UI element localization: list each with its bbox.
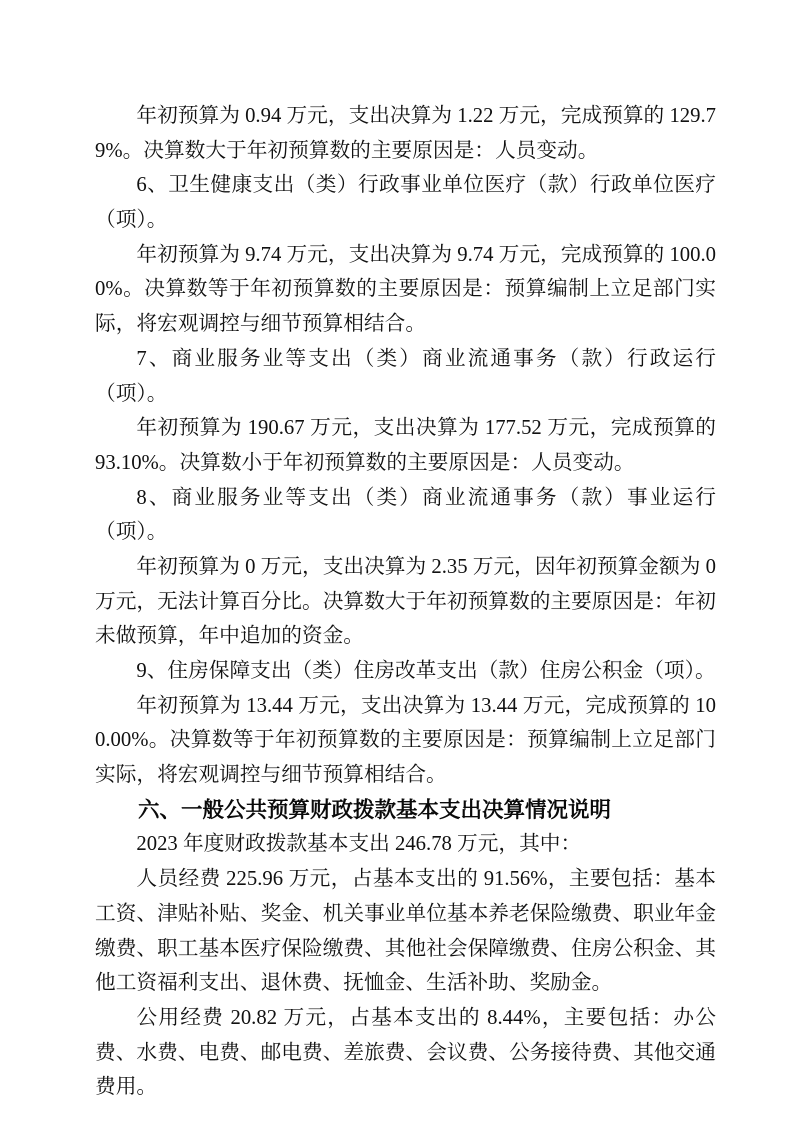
para-item7-budget-detail: 年初预算为 190.67 万元，支出决算为 177.52 万元，完成预算的 93.10%。决算数小于年初预算数的主要原因是：人员变动。 — [95, 417, 716, 474]
para-basic-expenditure-total: 2023 年度财政拨款基本支出 246.78 万元，其中： — [136, 833, 582, 856]
para-item8-budget-detail: 年初预算为 0 万元，支出决算为 2.35 万元，因年初预算金额为 0 万元，无法计算百分比。决算数大于年初预算数的主要原因是：年初未做预算，年中追加的资金。 — [95, 555, 716, 648]
para-public-expense: 公用经费 20.82 万元，占基本支出的 8.44%，主要包括：办公费、水费、电费、邮电费、差旅费、会议费、公务接待费、其他交通费用。 — [95, 1006, 716, 1099]
para-item5-budget-detail: 年初预算为 0.94 万元，支出决算为 1.22 万元，完成预算的 129.79%。决算数大于年初预算数的主要原因是：人员变动。 — [95, 105, 716, 162]
para-item9-title: 9、住房保障支出（类）住房改革支出（款）住房公积金（项）。 — [136, 660, 716, 682]
section-heading-basic-expenditure: 六、一般公共预算财政拨款基本支出决算情况说明 — [138, 797, 612, 822]
para-item9-budget-detail: 年初预算为 13.44 万元，支出决算为 13.44 万元，完成预算的 100.00%。决算数等于年初预算数的主要原因是：预算编制上立足部门实际，将宏观调控与细节预算相结合。 — [95, 694, 716, 787]
para-personnel-expense: 人员经费 225.96 万元，占基本支出的 91.56%，主要包括：基本工资、津贴补贴、奖金、机关事业单位基本养老保险缴费、职业年金缴费、职工基本医疗保险缴费、其他社会保障缴费、住房公积金、其他工资福利支出、退休费、抚恤金、生活补助、奖励金。 — [95, 868, 716, 995]
para-item6-budget-detail: 年初预算为 9.74 万元，支出决算为 9.74 万元，完成预算的 100.00%。决算数等于年初预算数的主要原因是：预算编制上立足部门实际，将宏观调控与细节预算相结合。 — [95, 243, 716, 336]
para-item7-title: 7、商业服务业等支出（类）商业流通事务（款）行政运行（项）。 — [95, 347, 716, 405]
para-item8-title: 8、商业服务业等支出（类）商业流通事务（款）事业运行（项）。 — [95, 486, 716, 544]
para-item6-title: 6、卫生健康支出（类）行政事业单位医疗（款）行政单位医疗（项）。 — [95, 174, 716, 232]
